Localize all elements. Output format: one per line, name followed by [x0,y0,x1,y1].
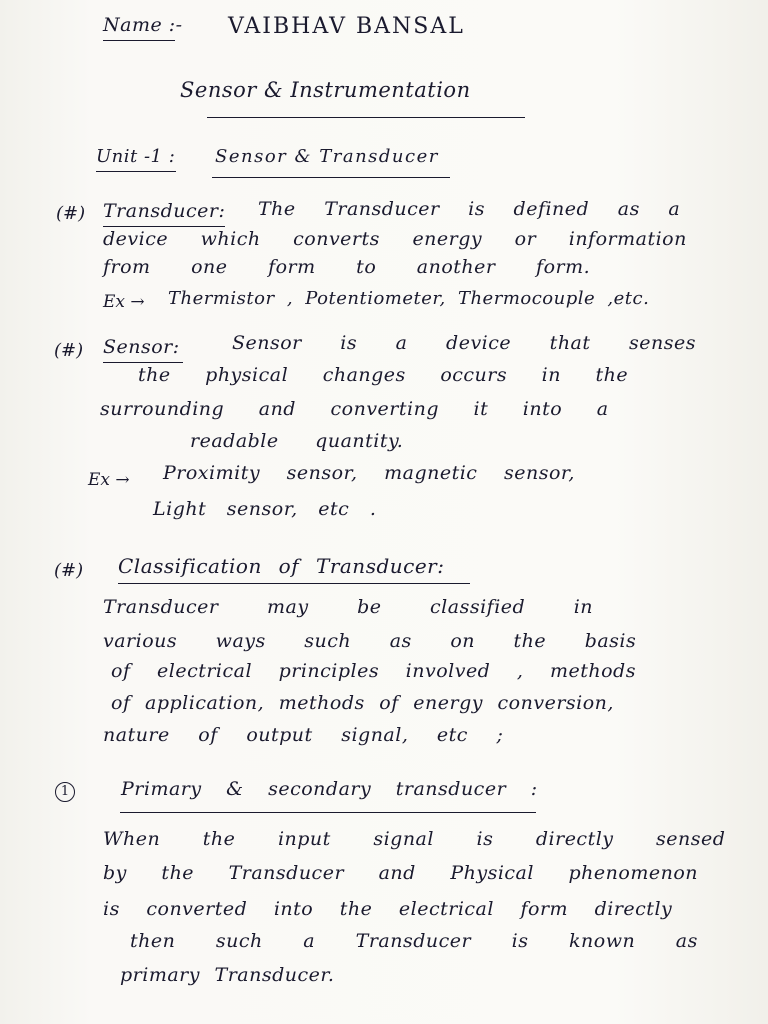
sensor-line-1: Sensor is a device that senses [232,332,697,354]
primary-secondary-heading-underline [120,812,536,813]
unit-label: Unit -1 : [96,146,176,167]
classification-heading-underline [118,583,470,584]
sensor-line-3: surrounding and converting it into a [100,398,609,420]
transducer-line-1: The Transducer is defined as a [258,198,681,220]
unit-title: Sensor & Transducer [215,146,439,167]
primary-line-3: is converted into the electrical form directly [103,898,673,920]
transducer-example: Thermistor , Potentiometer, Thermocouple ,etc. [168,288,650,309]
transducer-line-3: from one form to another form. [103,256,591,278]
classification-line-5: nature of output signal, etc ; [103,724,504,746]
student-name: VAIBHAV BANSAL [228,14,465,39]
classification-line-4: of application, methods of energy conversion, [111,692,614,714]
name-label-underline [103,40,175,41]
primary-line-2: by the Transducer and Physical phenomenon [103,862,698,884]
transducer-example-marker: Ex → [103,292,145,312]
subject-title: Sensor & Instrumentation [180,78,471,102]
name-label: Name :- [103,14,183,36]
sensor-term-underline [103,362,183,363]
classification-line-3: of electrical principles involved , methods [111,660,636,682]
sensor-term: Sensor: [103,336,180,358]
classification-marker: (#) [54,560,84,581]
classification-heading: Classification of Transducer: [118,554,445,578]
sensor-line-2: the physical changes occurs in the [138,364,629,386]
transducer-term-underline [103,226,225,227]
sensor-example-marker: Ex → [88,470,130,490]
transducer-marker: (#) [56,203,86,224]
sensor-line-4: readable quantity. [190,430,404,452]
sensor-example-line-2: Light sensor, etc . [153,498,377,520]
classification-line-2: various ways such as on the basis [103,630,637,652]
section-number-badge: 1 [55,782,75,802]
classification-line-1: Transducer may be classified in [103,596,594,618]
primary-line-4: then such a Transducer is known as [130,930,698,952]
unit-title-underline [212,177,450,178]
transducer-term: Transducer: [103,200,226,222]
transducer-line-2: device which converts energy or information [103,228,687,250]
primary-line-1: When the input signal is directly sensed [103,828,726,850]
primary-secondary-heading: Primary & secondary transducer : [121,778,538,800]
subject-title-underline [207,117,525,118]
sensor-marker: (#) [54,340,84,361]
sensor-example-line-1: Proximity sensor, magnetic sensor, [163,462,575,484]
primary-line-5: primary Transducer. [120,964,335,986]
unit-label-underline [96,171,176,172]
